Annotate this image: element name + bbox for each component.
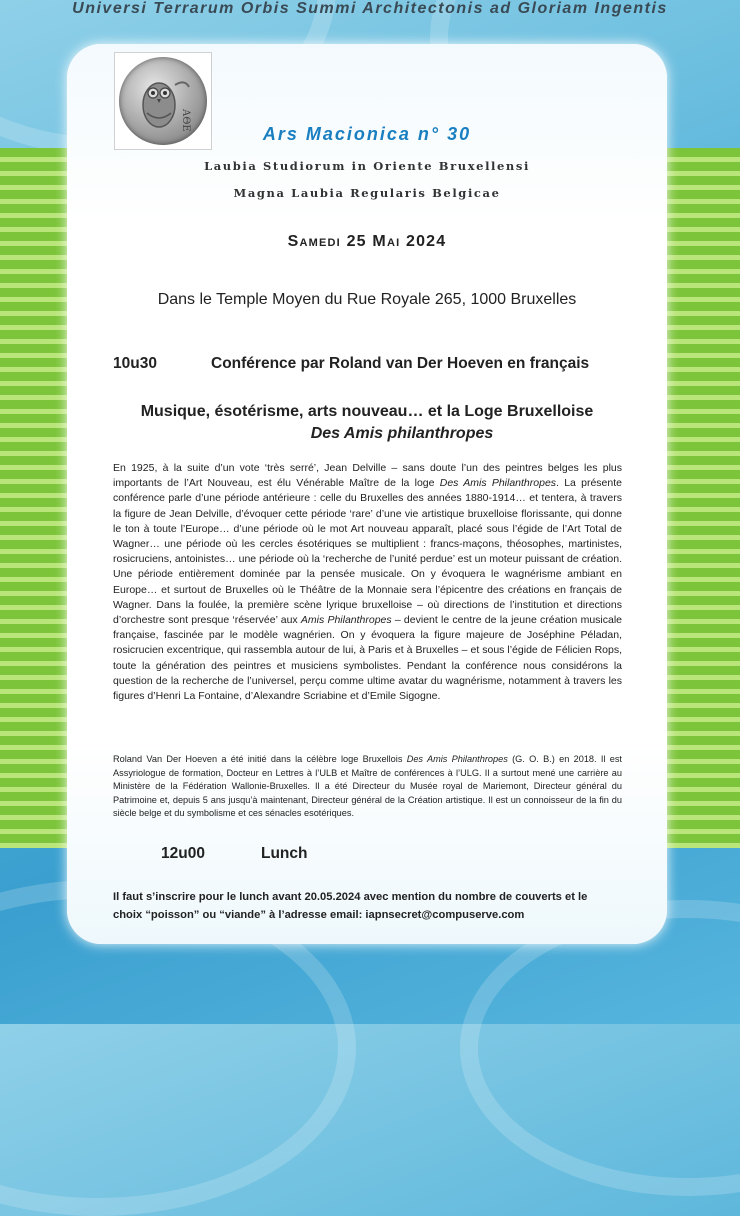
talk-label: Conférence par Roland van Der Hoeven en français (211, 355, 590, 372)
lunch-time: 12u00 (161, 845, 205, 862)
header-banner: Universi Terrarum Orbis Summi Architectonis ad Gloriam Ingentis (72, 0, 668, 17)
series-title: Ars Macionica n° 30 (262, 124, 472, 144)
talk-time: 10u30 (113, 355, 157, 372)
abstract-paragraph: En 1925, à la suite d’un vote ‘très serré’, Jean Delville – sans doute l’un des peintres belges les plus importants de l’Art Nouveau, est élu Vénérable Maître de la loge Des Amis Philanthropes. La présente conférence parle d’une période antérieure : celle du Bruxelles des années 1880-1914… et tentera, à travers la figure de Jean Delville, d’évoquer cette période ‘rare’ d’une vie artistique bruxelloise florissante, qui donne le ton à toute l’Europe… d’une période où le mot Art nouveau apparaît, placé sous l’égide de l’Art Total de Wagner… une période où les cercles ésotériques se multiplient : francs-maçons, théosophes, martinistes, rosicruciens, antoinistes… une période où la ‘recherche de l’unité perdue’ est un moteur puissant de création. Une période entièrement dominée par la pensée musicale. On y évoquera le wagnérisme ambiant en Europe… et surtout de Bruxelles où le Théâtre de la Monnaie sera l’épicentre des créations en français de Wagner. Dans la foulée, la première scène lyrique bruxelloise – où directions de l’institution et directions d’orchestre sont presque ‘réservée’ aux Amis Philanthropes – devient le centre de la jeune création musicale française, fascinée par le modèle wagnérien. On y évoquera la figure majeure de Joséphine Péladan, rosicrucien excentrique, qui rassembla autour de lui, à Paris et à Bruxelles – et sous l’égide de Félicien Rops, toute la génération des peintres et musiciens symbolistes. Pendant la conférence nous considérons la question de la recherche de l’universel, perçu comme ultime avatar du wagnérisme, notamment à travers les figures d’Henri La Fontaine, d’Alexandre Scriabine et d’Emile Sigogne. (113, 462, 623, 703)
speaker-bio: Roland Van Der Hoeven a été initié dans la célèbre loge Bruxellois Des Amis Philanthropes (G. O. B.) en 2018. Il est Assyriologue de formation, Docteur en Lettres à l’ULB et Maître de conférences à l’ULG. Il a surtout mené une carrière au Ministère de la Fédération Wallonie-Bruxelles. Il a été Directeur du Musée royal de Mariemont, Directeur général du Patrimoine et, depuis 5 ans jusqu’à maintenant, Directeur général de la Création artistique. Il est un connoisseur de la fin du siècle belge et du symbolisme et ces sénacles esotériques. (113, 754, 622, 819)
registration-line-1: Il faut s’inscrire pour le lunch avant 20.05.2024 avec mention du nombre de couverts et le (113, 891, 588, 903)
registration-email[interactable]: iapnsecret@compuserve.com (365, 909, 525, 921)
talk-title (67, 401, 667, 445)
talk-title-italic: Des Amis philanthropes (310, 425, 494, 442)
lodge-line-1: Laubia Studiorum in Oriente Bruxellensi (204, 159, 530, 173)
registration-note (113, 888, 633, 924)
talk-title-main: Musique, ésotérisme, arts nouveau… et la Loge Bruxelloise (140, 403, 594, 420)
coin-inscription: AΘE (180, 109, 191, 132)
lunch-label: Lunch (261, 845, 308, 862)
event-date: Samedi 25 Mai 2024 (287, 233, 447, 250)
lodge-line-2: Magna Laubia Regularis Belgicae (233, 186, 501, 200)
registration-line-2: choix “poisson” ou “viande” à l’adresse email: iapnsecret@compuserve.com (113, 909, 525, 921)
event-venue: Dans le Temple Moyen du Rue Royale 265, 1000 Bruxelles (157, 291, 577, 308)
